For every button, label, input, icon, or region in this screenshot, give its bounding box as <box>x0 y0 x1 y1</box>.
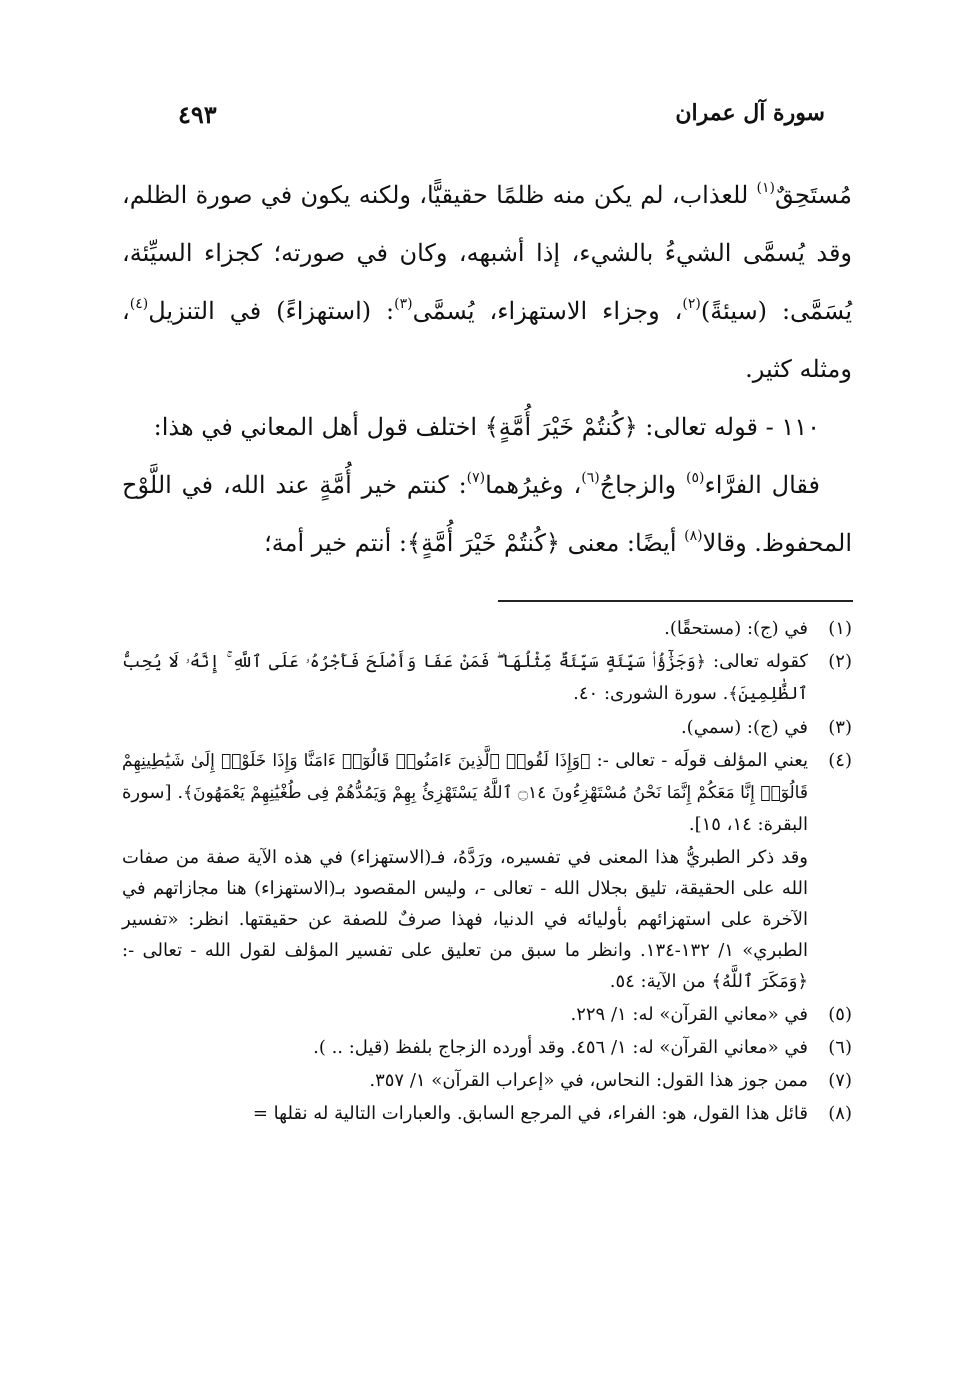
footnote-body <box>122 745 808 840</box>
footnote-citation: . [سورة البقرة: ١٤، ١٥]. <box>122 782 808 835</box>
footnote-ref-4: (٤) <box>129 296 149 312</box>
text-run: : (استهزاءً) في التنزيل <box>148 297 395 325</box>
text-run: ، ومثله كثير. <box>122 297 852 383</box>
footnote-7 <box>122 1065 852 1096</box>
page-number: ٤٩٣ <box>178 100 217 129</box>
footnote-ref-5: (٥) <box>686 470 705 486</box>
footnote-2 <box>122 646 852 710</box>
footnote-1 <box>122 613 852 644</box>
footnote-number: (٢) <box>828 651 852 672</box>
footnote-4-continuation: وقد ذكر الطبريُّ هذا المعنى في تفسيره، ورَدَّهُ، فـ(الاستهزاء) في هذه الآية صفة من صفات الله على الحقيقة، تليق بجلال الله - تعالى -، وليس المقصود بـ(الاستهزاء) هنا مجازاتهم في الآخرة على استهزائهم بأوليائه في الدنيا، فهذا صرفٌ للصفة عن حقيقتها. انظر: «تفسير الطبري» ١/ ١٣٢-١٣٤. وانظر ما سبق من تعليق على تفسير المؤلف لقول الله - تعالى -: ﴿وَمَكَرَ ٱللَّهُ﴾ من الآية: ٥٤. <box>122 847 808 992</box>
text-run: والزجاجُ <box>599 471 686 499</box>
quran-verse: ﴿وَإِذَا لَقُوا۟ ٱلَّذِينَ ءَامَنُوا۟ قَالُوٓا۟ ءَامَنَّا وَإِذَا خَلَوْا۟ إِلَىٰ شَيَٰطِينِهِمْ قَالُوٓا۟ إِنَّا مَعَكُمْ إِنَّمَا نَحْنُ مُسْتَهْزِءُونَ ۝١٤ ٱللَّهُ يَسْتَهْزِئُ بِهِمْ وَيَمُدُّهُمْ فِى طُغْيَٰنِهِمْ يَعْمَهُونَ﴾ <box>122 751 808 803</box>
footnote-text: في (ج): (سمي). <box>680 717 808 738</box>
footnote-4 <box>122 745 852 840</box>
footnote-citation: . سورة الشورى: ٤٠. <box>573 683 729 704</box>
footnote-text: في (ج): (مستحقًا). <box>664 618 808 639</box>
text-run: : كنتم خير أُمَّةٍ عند الله، في اللَّوْح المحفوظ. وقالا <box>122 471 852 557</box>
footnote-number: (٥) <box>828 1004 852 1025</box>
text-run: ، وجزاء الاستهزاء، يُسمَّى <box>412 297 683 325</box>
footnote-ref-3: (٣) <box>394 296 413 312</box>
footnote-number: (٤) <box>828 750 852 771</box>
footnotes <box>122 613 852 1131</box>
text-run: أيضًا: معنى ﴿كُنتُمْ خَيْرَ أُمَّةٍ﴾: أنتم خير أمة؛ <box>264 529 685 557</box>
footnote-ref-8: (٨) <box>684 528 703 544</box>
page-header <box>150 100 825 140</box>
footnote-ref-7: (٧) <box>466 470 486 486</box>
text-run: ، وغيرُهما <box>485 471 582 499</box>
paragraph-3 <box>122 456 852 572</box>
footnote-ref-6: (٦) <box>581 470 600 486</box>
footnote-number: (٨) <box>828 1103 852 1124</box>
text-run: فقال الفرَّاء <box>704 471 821 499</box>
footnote-number: (٦) <box>828 1037 852 1058</box>
footnote-3 <box>122 712 852 743</box>
footnote-text: في «معاني القرآن» له: ١/ ٤٥٦. وقد أورده الزجاج بلفظ (قيل: .. ). <box>313 1037 808 1058</box>
paragraph-1 <box>122 166 852 398</box>
footnote-ref-1: (١) <box>756 180 775 196</box>
footnote-number: (١) <box>828 618 852 639</box>
footnote-number: (٣) <box>828 717 852 738</box>
text-run: مُستَحِقٌ <box>774 181 852 209</box>
footnote-5 <box>122 999 852 1030</box>
footnote-text: في «معاني القرآن» له: ١/ ٢٢٩. <box>570 1004 808 1025</box>
footnote-8 <box>122 1098 852 1129</box>
footnote-text: كقوله تعالى: <box>705 651 808 672</box>
footnote-ref-2: (٢) <box>682 296 701 312</box>
footnote-text: ممن جوز هذا القول: النحاس، في «إعراب القرآن» ١/ ٣٥٧. <box>369 1070 808 1091</box>
paragraph-2: ١١٠ - قوله تعالى: ﴿كُنتُمْ خَيْرَ أُمَّةٍ﴾ اختلف قول أهل المعاني في هذا: <box>153 413 820 441</box>
footnote-body <box>122 646 808 710</box>
footnote-text: قائل هذا القول، هو: الفراء، في المرجع السابق. والعبارات التالية له نقلها = <box>252 1103 808 1124</box>
quran-verse: ﴿وَجَزَٰٓؤُا۟ سَيِّئَةٍ سَيِّئَةٌ مِّثْلُهَا ۖ فَمَنْ عَفَا وَأَصْلَحَ فَأَجْرُهُۥ عَلَى ٱللَّهِ ۚ إِنَّهُۥ لَا يُحِبُّ ٱلظَّٰلِمِينَ﴾ <box>122 652 808 704</box>
surah-title: سورة آل عمران <box>675 100 825 126</box>
footnote-divider <box>498 600 853 602</box>
text-run: للعذاب، لم يكن منه ظلمًا حقيقيًّا، ولكنه يكون في صورة الظلم، وقد يُسمَّى الشيءُ بالشيء، إذا أشبهه، وكان في صورته؛ كجزاء السيِّئة، يُسَمَّى: (سيئةً) <box>122 181 853 325</box>
footnote-6 <box>122 1032 852 1063</box>
footnote-number: (٧) <box>828 1070 852 1091</box>
main-text <box>122 166 852 572</box>
footnote-text: يعني المؤلف قولَه - تعالى -: <box>590 750 808 771</box>
